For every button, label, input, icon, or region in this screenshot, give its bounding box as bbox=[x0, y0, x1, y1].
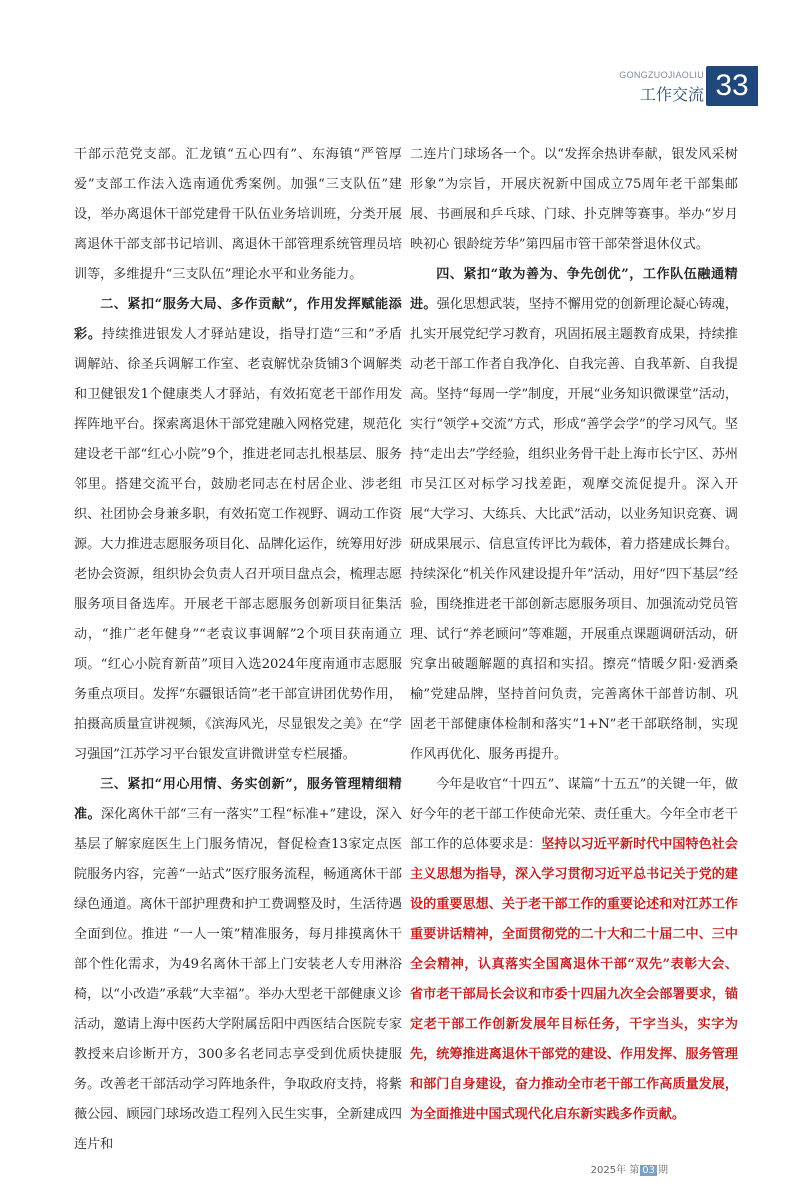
section-four-body: 强化思想武装，坚持不懈用党的创新理论凝心铸魂，扎实开展党纪学习教育，巩固拓展主题教育成果，持续推动老干部工作者自我净化、自我完善、自我革新、自我提高。坚持“每周一学”制度，开展“业务知识微课堂”活动，实行“领学+交流”方式，形成“善学会学”的学习风气。坚持“走出去”学经验，组织业务骨干赴上海市长宁区、苏州市吴江区对标学习找差距，观摩交流促提升。深入开展“大学习、大练兵、大比武”活动，以业务知识竞赛、调研成果展示、信息宣传评比为载体，着力搭建成长舞台。持续深化“机关作风建设提升年”活动，用好“四下基层”经验，围绕推进老干部创新志愿服务项目、加强流动党员管理、试行“养老顾问”等难题，开展重点课题调研活动，研究拿出破题解题的真招和实招。擦亮“情暖夕阳·爱洒桑榆”党建品牌，坚持首问负责，完善离休干部普访制、巩固老干部健康体检制和落实“1+N”老干部联络制，实现作风再优化、服务再提升。 bbox=[410, 297, 738, 762]
issue-footer bbox=[591, 1161, 668, 1176]
section-three-heading: 三、紧扣“用心用情、务实创新”，服务管理精细精准。 bbox=[74, 777, 402, 822]
paragraph-section-four bbox=[410, 260, 738, 770]
section-header bbox=[619, 70, 704, 105]
footer-suffix: 期 bbox=[658, 1165, 668, 1176]
paragraph-continued-right: 二连片门球场各一个。以“发挥余热讲奉献，银发风采树形象”为宗旨，开展庆祝新中国成立75周年老干部集邮展、书画展和乒乓球、门球、扑克牌等赛事。举办“岁月映初心 银龄绽芳华”第四届市管干部荣誉退休仪式。 bbox=[410, 147, 738, 252]
paragraph-continued: 干部示范党支部。汇龙镇“五心四有”、东海镇“严管厚爱”支部工作法入选南通优秀案例。加强“三支队伍”建设，举办离退休干部党建骨干队伍业务培训班，分类开展离退休干部支部书记培训、离退休干部管理系统管理员培训等，多维提升“三支队伍”理论水平和业务能力。 bbox=[74, 147, 402, 282]
section-title: 工作交流 bbox=[639, 85, 704, 104]
left-column bbox=[74, 140, 402, 1160]
section-two-heading: 二、紧扣“服务大局、多作贡献”，作用发挥赋能添彩。 bbox=[74, 297, 402, 342]
footer-issue-number: 03 bbox=[642, 1165, 655, 1176]
paragraph-section-three bbox=[74, 770, 402, 1160]
section-four-heading: 四、紧扣“敢为善为、争先创优”，工作队伍融通精进。 bbox=[410, 267, 738, 312]
right-column bbox=[410, 140, 738, 1130]
section-pinyin: GONGZUOJIAOLIU bbox=[619, 70, 704, 80]
page-number-badge: 33 bbox=[706, 66, 758, 106]
footer-year: 2025年 第 bbox=[590, 1165, 640, 1176]
paragraph-overall-requirements bbox=[410, 770, 738, 1130]
paragraph-section-two bbox=[74, 290, 402, 770]
section-three-body: 深化离休干部“三有一落实”工程“标准+”建设，深入基层了解家庭医生上门服务情况，督促检查13家定点医院服务内容，完善“一站式”医疗服务流程，畅通离休干部绿色通道。离休干部护理费和护工费调整及时，生活待遇全面到位。推进 “一人一策”精准服务，每月排摸离休干部个性化需求，为49名离休干部上门安装老人专用淋浴椅，以“小改造”承载“大幸福”。举办大型老干部健康义诊活动，邀请上海中医药大学附属岳阳中西医结合医院专家教授来启诊断开方，300多名老同志享受到优质快捷服务。改善老干部活动学习阵地条件，争取政府支持，将紫薇公园、顾园门球场改造工程列入民生实事，全新建成四连片和 bbox=[74, 807, 402, 1152]
requirements-lead: 今年是收官“十四五”、谋篇“十五五”的关键一年，做好今年的老干部工作使命光荣、责任重大。今年全市老干部工作的总体要求是： bbox=[410, 777, 738, 852]
section-two-body: 持续推进银发人才驿站建设，指导打造“三和”矛盾调解站、徐圣兵调解工作室、老袁解忧杂货铺3个调解类和卫健银发1个健康类人才驿站，有效拓宽老干部作用发挥阵地平台。探索离退休干部党建融入网格党建，规范化建设老干部“红心小院”9个，推进老同志扎根基层、服务邻里。搭建交流平台，鼓励老同志在村居企业、涉老组织、社团协会身兼多职，有效拓宽工作视野、调动工作资源。大力推进志愿服务项目化、品牌化运作，统筹用好涉老协会资源，组织协会负责人召开项目盘点会，梳理志愿服务项目备选库。开展老干部志愿服务创新项目征集活动，“推广老年健身”“老袁议事调解”2个项目获南通立项。“红心小院育新苗”项目入选2024年度南通市志愿服务重点项目。发挥“东疆银话筒”老干部宣讲团优势作用，拍摄高质量宣讲视频，《滨海风光，尽显银发之美》在“学习强国”江苏学习平台银发宣讲微讲堂专栏展播。 bbox=[74, 327, 402, 762]
requirements-emphasis: 坚持以习近平新时代中国特色社会主义思想为指导，深入学习贯彻习近平总书记关于党的建设的重要思想、关于老干部工作的重要论述和对江苏工作重要讲话精神，全面贯彻党的二十大和二十届二中、三中全会精神，认真落实全国离退休干部“双先”表彰大会、省市老干部局长会议和市委十四届九次全会部署要求，锚定老干部工作创新发展年目标任务，干字当头，实字为先，统筹推进离退休干部党的建设、作用发挥、服务管理和部门自身建设，奋力推动全市老干部工作高质量发展，为全面推进中国式现代化启东新实践多作贡献。 bbox=[410, 837, 739, 1122]
